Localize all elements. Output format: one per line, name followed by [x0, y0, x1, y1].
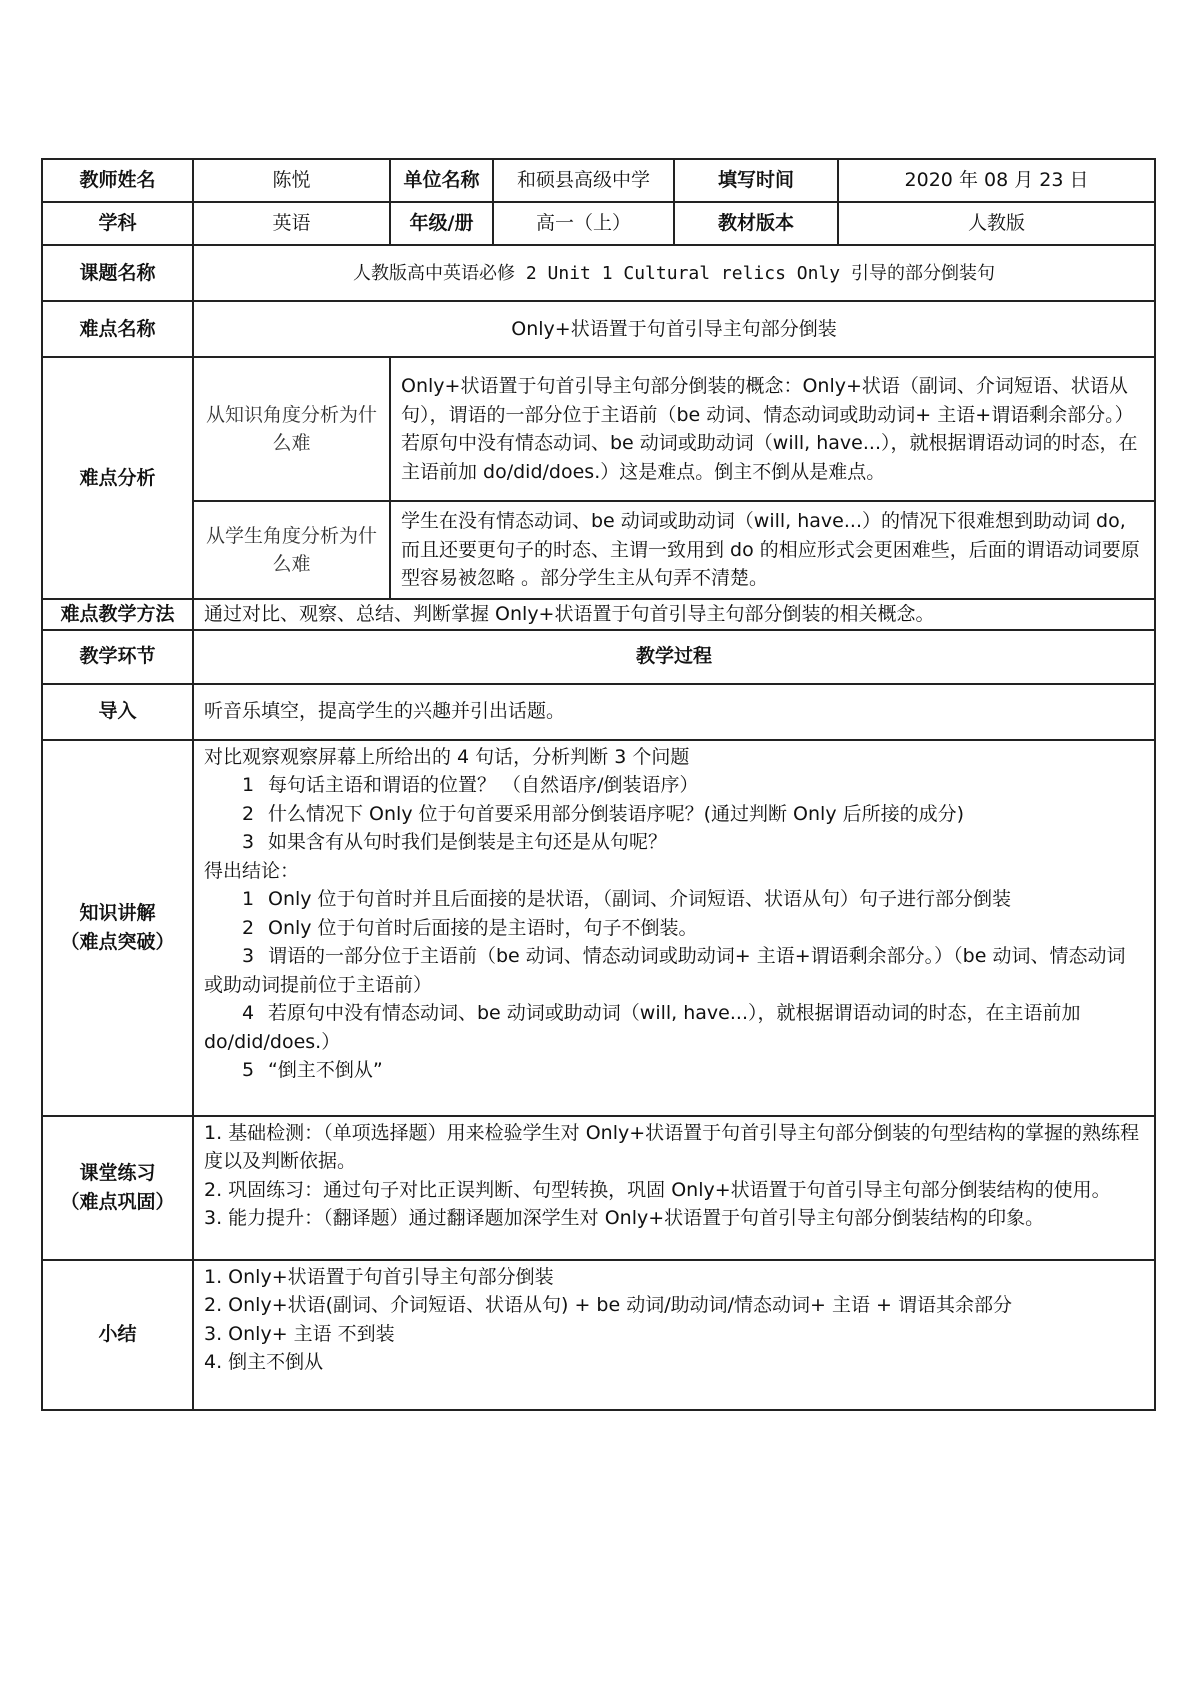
- method-value: 通过对比、观察、总结、判断掌握 Only+状语置于句首引导主句部分倒装的相关概念。: [193, 599, 1155, 630]
- knowledge-angle-label: 从知识角度分析为什么难: [193, 357, 390, 501]
- conclusion-label: 得出结论：: [204, 859, 300, 882]
- conclusion-text: 谓语的一部分位于主语前（be 动词、情态动词或助动词+ 主语+谓语剩余部分。）（be 动词、情态动词或助动词提前位于主语前）: [204, 945, 1126, 996]
- question-text: 如果含有从句时我们是倒装是主句还是从句呢？: [268, 831, 668, 853]
- topic-label: 课题名称: [42, 245, 193, 301]
- question-item: [204, 828, 1144, 857]
- student-angle-label: 从学生角度分析为什么难: [193, 501, 390, 599]
- student-angle-text: 学生在没有情态动词、be 动词或助动词（will, have...）的情况下很难想到助动词 do, 而且还要更句子的时态、主谓一致用到 do 的相应形式会更困难些，后面的谓语动词要原型容易被忽略 。部分学生主从句弄不清楚。: [390, 501, 1155, 599]
- grade-label: 年级/册: [390, 202, 493, 245]
- method-label: 难点教学方法: [42, 599, 193, 630]
- summary-label: 小结: [42, 1260, 193, 1410]
- intro-row: [42, 684, 1155, 740]
- difficulty-value: Only+状语置于句首引导主句部分倒装: [193, 301, 1155, 357]
- conclusion-item: [204, 914, 1144, 943]
- conclusion-item: [204, 1056, 1144, 1085]
- summary-content: [193, 1260, 1155, 1410]
- teacher-name: 陈悦: [193, 159, 390, 202]
- subject-label: 学科: [42, 202, 193, 245]
- question-text: 每句话主语和谓语的位置？ （自然语序/倒装语序）: [268, 774, 699, 796]
- conclusion-item: [204, 885, 1144, 914]
- intro-label: 导入: [42, 684, 193, 740]
- practice-label: [42, 1116, 193, 1260]
- process-header-value: 教学过程: [193, 630, 1155, 684]
- question-item: [204, 800, 1144, 829]
- summary-item: 2. Only+状语(副词、介词短语、状语从句) + be 动词/助动词/情态动词+ 主语 + 谓语其余部分: [204, 1294, 1012, 1316]
- conclusion-number: 3: [242, 945, 255, 967]
- analysis-label: 难点分析: [42, 357, 193, 599]
- practice-item: 1. 基础检测：（单项选择题）用来检验学生对 Only+状语置于句首引导主句部分倒装的句型结构的掌握的熟练程度以及判断依据。: [204, 1121, 1140, 1172]
- subject-value: 英语: [193, 202, 390, 245]
- unit-label: 单位名称: [390, 159, 493, 202]
- knowledge-label-line1: 知识讲解: [79, 902, 156, 924]
- summary-item: 3. Only+ 主语 不到装: [204, 1322, 395, 1345]
- grade-value: 高一（上）: [493, 202, 674, 245]
- summary-item: 4. 倒主不倒从: [204, 1351, 324, 1373]
- header-row-2: [42, 202, 1155, 245]
- analysis-row-student: [42, 501, 1155, 599]
- question-text: 什么情况下 Only 位于句首要采用部分倒装语序呢？(通过判断 Only 后所接的成分): [268, 802, 965, 825]
- difficulty-row: [42, 301, 1155, 357]
- summary-item: 1. Only+状语置于句首引导主句部分倒装: [204, 1265, 554, 1288]
- conclusion-number: 2: [242, 916, 255, 939]
- lesson-plan-table: [41, 158, 1156, 1411]
- practice-item: 3. 能力提升：（翻译题）通过翻译题加深学生对 Only+状语置于句首引导主句部分倒装结构的印象。: [204, 1207, 1045, 1229]
- knowledge-angle-text: Only+状语置于句首引导主句部分倒装的概念：Only+状语（副词、介词短语、状语从句），谓语的一部分位于主语前（be 动词、情态动词或助动词+ 主语+谓语剩余部分。）若原句中没有情态动词、be 动词或助动词（will, have...），就根据谓语动词的时态，在主语前加 do/did/does.）这是难点。倒主不倒从是难点。: [390, 357, 1155, 501]
- topic-row: [42, 245, 1155, 301]
- teacher-label: 教师姓名: [42, 159, 193, 202]
- knowledge-row: [42, 740, 1155, 1116]
- conclusion-text: “倒主不倒从”: [268, 1059, 383, 1081]
- knowledge-label-line2: （难点突破）: [60, 930, 175, 953]
- knowledge-content: [193, 740, 1155, 1116]
- practice-label-line1: 课堂练习: [79, 1162, 156, 1184]
- conclusion-number: 5: [242, 1059, 255, 1081]
- knowledge-label: [42, 740, 193, 1116]
- method-row: [42, 599, 1155, 630]
- unit-name: 和硕县高级中学: [493, 159, 674, 202]
- intro-value: 听音乐填空，提高学生的兴趣并引出话题。: [193, 684, 1155, 740]
- date-label: 填写时间: [674, 159, 838, 202]
- question-number: 1: [242, 774, 255, 796]
- conclusion-item: [204, 942, 1144, 999]
- question-number: 2: [242, 802, 255, 825]
- process-header-row: [42, 630, 1155, 684]
- conclusion-number: 4: [242, 1002, 255, 1024]
- conclusion-item: [204, 999, 1144, 1056]
- header-row-1: [42, 159, 1155, 202]
- edition-value: 人教版: [838, 202, 1155, 245]
- practice-item: 2. 巩固练习：通过句子对比正误判断、句型转换，巩固 Only+状语置于句首引导主句部分倒装结构的使用。: [204, 1178, 1111, 1201]
- question-number: 3: [242, 831, 255, 853]
- question-item: [204, 771, 1144, 800]
- practice-content: [193, 1116, 1155, 1260]
- process-section-label: 教学环节: [42, 630, 193, 684]
- conclusion-text: Only 位于句首时并且后面接的是状语，（副词、介词短语、状语从句）句子进行部分倒装: [268, 888, 1012, 910]
- edition-label: 教材版本: [674, 202, 838, 245]
- summary-row: [42, 1260, 1155, 1410]
- conclusion-text: 若原句中没有情态动词、be 动词或助动词（will, have...），就根据谓语动词的时态，在主语前加 do/did/does.）: [204, 1002, 1081, 1053]
- difficulty-label: 难点名称: [42, 301, 193, 357]
- conclusion-text: Only 位于句首时后面接的是主语时，句子不倒装。: [268, 916, 698, 939]
- topic-value: 人教版高中英语必修 2 Unit 1 Cultural relics Only 引导的部分倒装句: [193, 245, 1155, 301]
- analysis-row-knowledge: [42, 357, 1155, 501]
- practice-label-line2: （难点巩固）: [60, 1190, 175, 1213]
- practice-row: [42, 1116, 1155, 1260]
- conclusion-number: 1: [242, 888, 255, 910]
- date-value: 2020 年 08 月 23 日: [838, 159, 1155, 202]
- knowledge-intro: 对比观察观察屏幕上所给出的 4 句话，分析判断 3 个问题: [204, 745, 690, 768]
